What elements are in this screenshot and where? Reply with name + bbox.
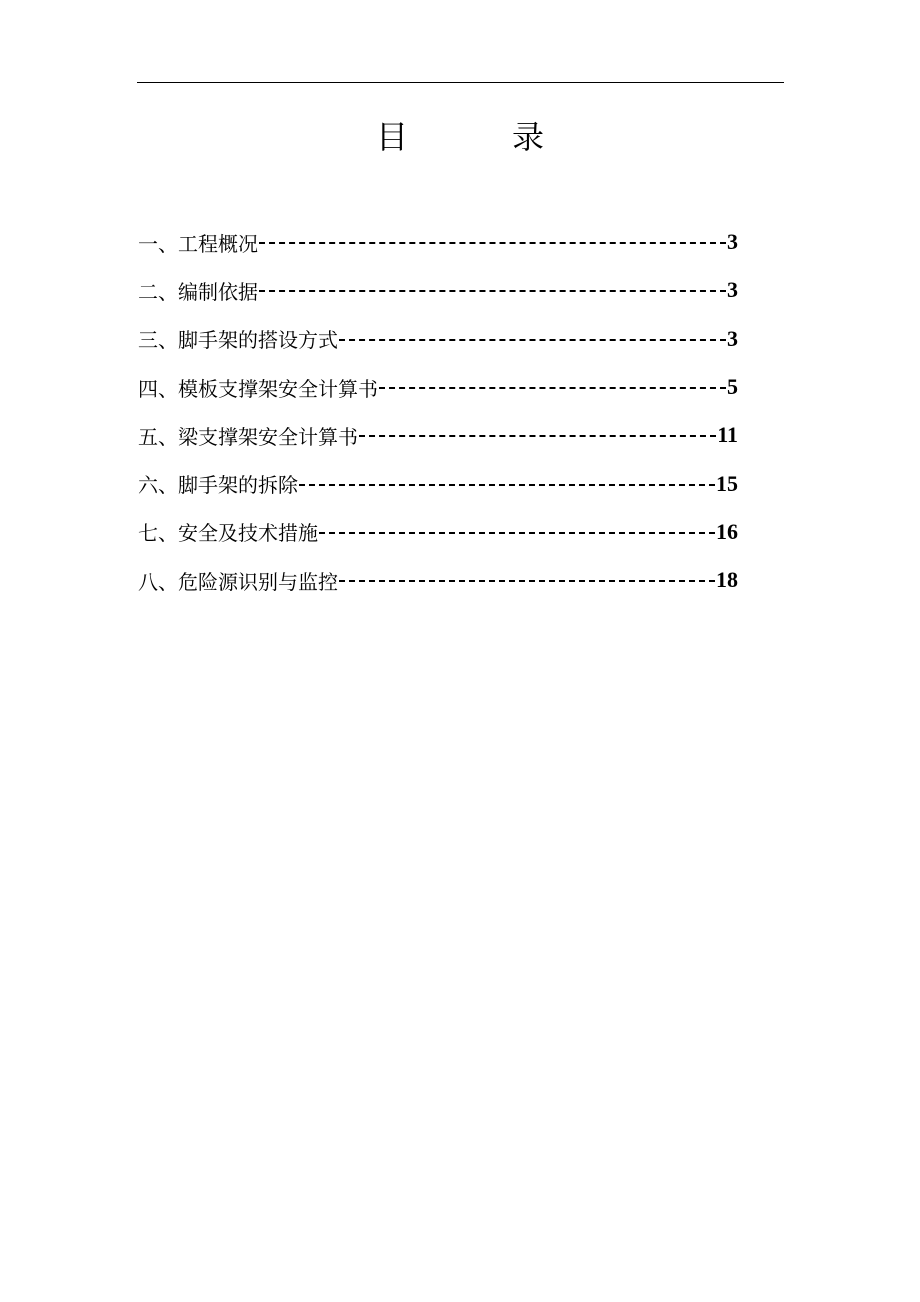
page-title — [0, 114, 920, 160]
toc-entry-7[interactable] — [138, 508, 738, 556]
toc-entry-label: 八、危险源识别与监控 — [138, 569, 338, 594]
toc-entry-page: 15 — [716, 470, 738, 496]
toc-entry-1[interactable] — [138, 218, 738, 266]
toc-entry-label: 二、编制依据 — [138, 279, 258, 304]
toc-leader-dots — [379, 387, 726, 389]
toc-entry-3[interactable] — [138, 315, 738, 363]
toc-entry-label: 六、脚手架的拆除 — [138, 473, 298, 498]
toc-entry-2[interactable] — [138, 266, 738, 314]
toc-entry-label: 七、安全及技术措施 — [138, 521, 318, 546]
toc-entry-page: 5 — [727, 374, 738, 400]
toc-entry-page: 3 — [727, 229, 738, 255]
title-char-2: 录 — [512, 118, 545, 156]
toc-entry-label: 五、梁支撑架安全计算书 — [138, 424, 358, 449]
toc-entry-page: 3 — [727, 325, 738, 351]
header-rule — [137, 82, 784, 83]
toc-entry-6[interactable] — [138, 459, 738, 507]
toc-leader-dots — [299, 484, 715, 486]
toc-entry-label: 一、工程概况 — [138, 231, 258, 256]
toc-leader-dots — [339, 580, 715, 582]
toc-entry-label: 四、模板支撑架安全计算书 — [138, 376, 378, 401]
toc-entry-5[interactable] — [138, 411, 738, 459]
toc-entry-page: 11 — [717, 422, 738, 448]
table-of-contents — [138, 218, 738, 604]
toc-leader-dots — [359, 435, 716, 437]
toc-entry-8[interactable] — [138, 556, 738, 604]
toc-leader-dots — [259, 242, 726, 244]
toc-leader-dots — [339, 339, 726, 341]
toc-entry-page: 18 — [716, 567, 738, 593]
toc-entry-page: 3 — [727, 277, 738, 303]
toc-entry-page: 16 — [716, 518, 738, 544]
toc-entry-4[interactable] — [138, 363, 738, 411]
toc-leader-dots — [259, 290, 726, 292]
toc-leader-dots — [319, 532, 715, 534]
title-char-1: 目 — [376, 118, 409, 156]
toc-entry-label: 三、脚手架的搭设方式 — [138, 328, 338, 353]
